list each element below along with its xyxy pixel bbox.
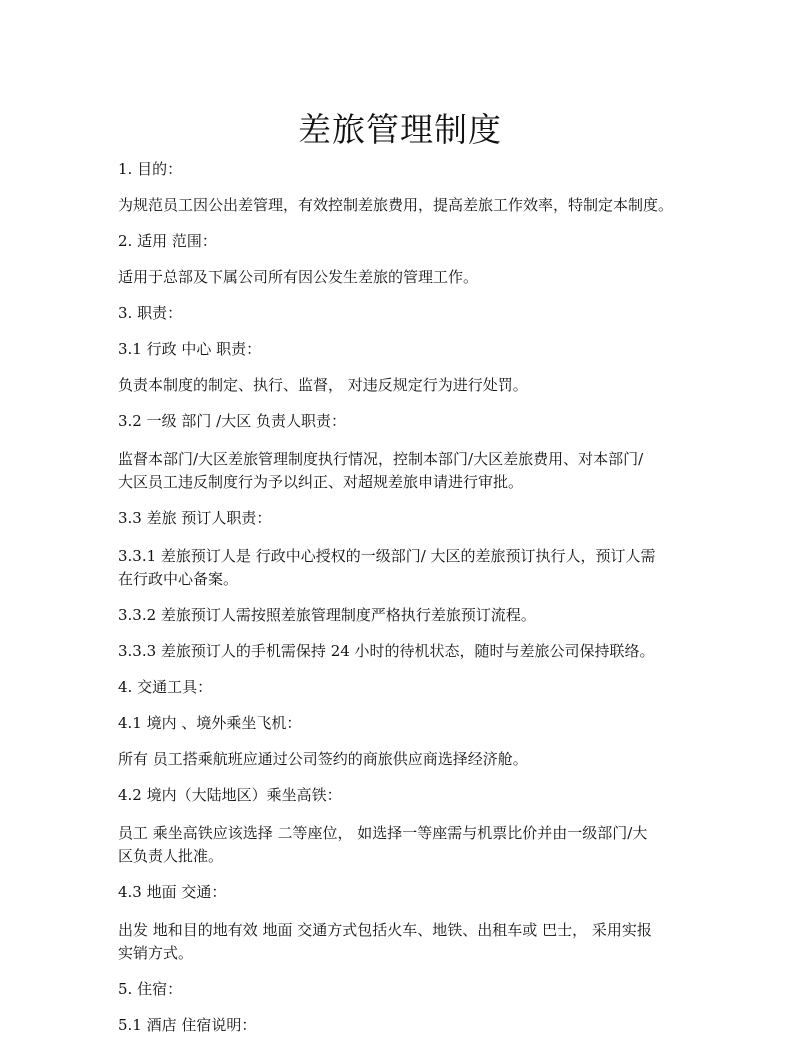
heading-4-3: 4.3 地面 交通： [118,883,227,901]
paragraph-4-1: 所有 员工搭乘航班应通过公司签约的商旅供应商选择经济舱。 [118,750,528,768]
paragraph-line: 3.3.1 差旅预订人是 行政中心授权的一级部门/ 大区的差旅预订执行人，预订人需 [118,547,656,565]
heading-scope: 2. 适用 范围： [118,232,217,250]
paragraph-line: 在行政中心备案。 [118,570,239,588]
heading-3-1: 3.1 行政 中心 职责： [118,340,262,358]
heading-responsibilities: 3. 职责： [118,304,183,322]
paragraph-3-3-2: 3.3.2 差旅预订人需按照差旅管理制度严格执行差旅预订流程。 [118,606,536,624]
heading-5-1: 5.1 酒店 住宿说明： [118,1016,257,1034]
paragraph-line: 大区员工违反制度行为予以纠正、对超规差旅申请进行审批。 [118,473,524,491]
paragraph-3-3-3: 3.3.3 差旅预订人的手机需保持 24 小时的待机状态，随时与差旅公司保持联络。 [118,642,655,660]
heading-3-3: 3.3 差旅 预订人职责： [118,509,272,527]
paragraph-3-1: 负责本制度的制定、执行、监督， 对违反规定行为进行处罚。 [118,376,528,394]
heading-3-2: 3.2 一级 部门 /大区 负责人职责： [118,412,346,430]
paragraph-line: 监督本部门/大区差旅管理制度执行情况，控制本部门/大区差旅费用、对本部门/ [118,450,644,468]
paragraph-line: 出发 地和目的地有效 地面 交通方式包括火车、地铁、出租车或 巴士， 采用实报 [118,921,652,939]
paragraph-4-3 [118,919,688,965]
paragraph-scope: 适用于总部及下属公司所有因公发生差旅的管理工作。 [118,268,479,286]
heading-purpose: 1. 目的： [118,160,183,178]
paragraph-purpose: 为规范员工因公出差管理，有效控制差旅费用，提高差旅工作效率，特制定本制度。 [118,196,674,214]
paragraph-3-3-1 [118,545,688,591]
paragraph-4-2 [118,822,688,868]
heading-accommodation: 5. 住宿： [118,980,183,998]
paragraph-3-2 [118,448,688,494]
paragraph-line: 区负责人批准。 [118,847,224,865]
paragraph-line: 实销方式。 [118,944,194,962]
heading-4-1: 4.1 境内 、境外乘坐飞机： [118,714,302,732]
heading-transport: 4. 交通工具： [118,678,213,696]
paragraph-line: 员工 乘坐高铁应该选择 二等座位， 如选择一等座需与机票比价并由一级部门/大 [118,824,648,842]
document-title: 差旅管理制度 [298,110,502,149]
document-body [118,158,688,1037]
heading-4-2: 4.2 境内（大陆地区）乘坐高铁： [118,786,342,804]
